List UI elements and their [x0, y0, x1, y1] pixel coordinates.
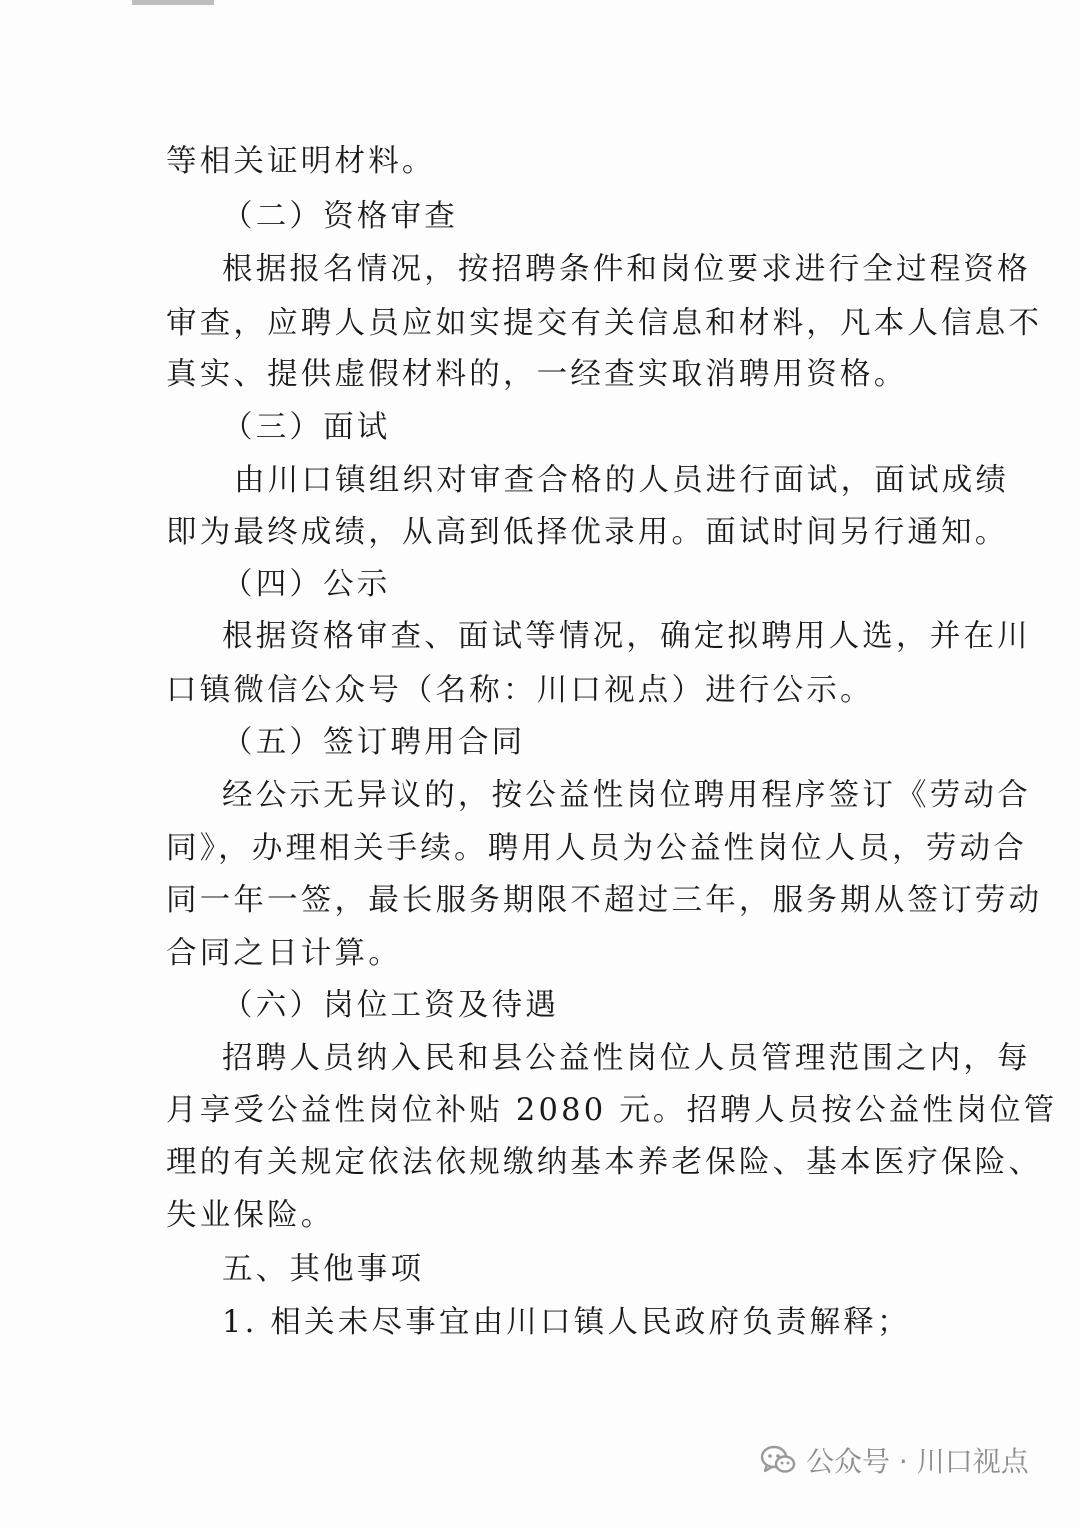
section-heading: 五、其他事项: [222, 1252, 425, 1287]
text-line: 根据资格审查、面试等情况，确定拟聘用人选，并在川: [222, 619, 1031, 654]
text-line: 口镇微信公众号（名称：川口视点）进行公示。: [166, 673, 874, 708]
section-heading: （六）岗位工资及待遇: [222, 988, 559, 1023]
text-line: 审查，应聘人员应如实提交有关信息和材料，凡本人信息不: [166, 306, 1043, 341]
wechat-icon: [760, 1444, 796, 1476]
text-line: 根据报名情况，按招聘条件和岗位要求进行全过程资格: [222, 252, 1031, 287]
text-line: 等相关证明材料。: [166, 144, 436, 179]
text-line: 由川口镇组织对审查合格的人员进行面试，面试成绩: [234, 463, 1010, 498]
section-heading: （四）公示: [222, 567, 391, 602]
text-line: 合同之日计算。: [166, 936, 402, 971]
text-line: 失业保险。: [166, 1198, 335, 1233]
scan-artifact: [132, 0, 214, 5]
watermark-text: 公众号 · 川口视点: [806, 1445, 1029, 1478]
section-heading: （五）签订聘用合同: [222, 725, 526, 760]
text-line: 真实、提供虚假材料的，一经查实取消聘用资格。: [166, 357, 908, 392]
text-line: 经公示无异议的，按公益性岗位聘用程序签订《劳动合: [222, 778, 1031, 813]
text-line: 同》，办理相关手续。聘用人员为公益性岗位人员，劳动合: [166, 831, 1027, 866]
text-line: 招聘人员纳入民和县公益性岗位人员管理范围之内，每: [222, 1041, 1031, 1076]
text-line: 即为最终成绩，从高到低择优录用。面试时间另行通知。: [166, 515, 1009, 550]
text-line: 月享受公益性岗位补贴 2080 元。招聘人员按公益性岗位管: [166, 1093, 1058, 1128]
section-heading: （三）面试: [222, 410, 391, 445]
text-line: 1. 相关未尽事宜由川口镇人民政府负责解释；: [222, 1305, 911, 1340]
section-heading: （二）资格审查: [222, 199, 458, 234]
wechat-watermark: [760, 1440, 1029, 1480]
text-line: 理的有关规定依法依规缴纳基本养老保险、基本医疗保险、: [166, 1145, 1043, 1180]
text-line: 同一年一签，最长服务期限不超过三年，服务期从签订劳动: [166, 883, 1043, 918]
